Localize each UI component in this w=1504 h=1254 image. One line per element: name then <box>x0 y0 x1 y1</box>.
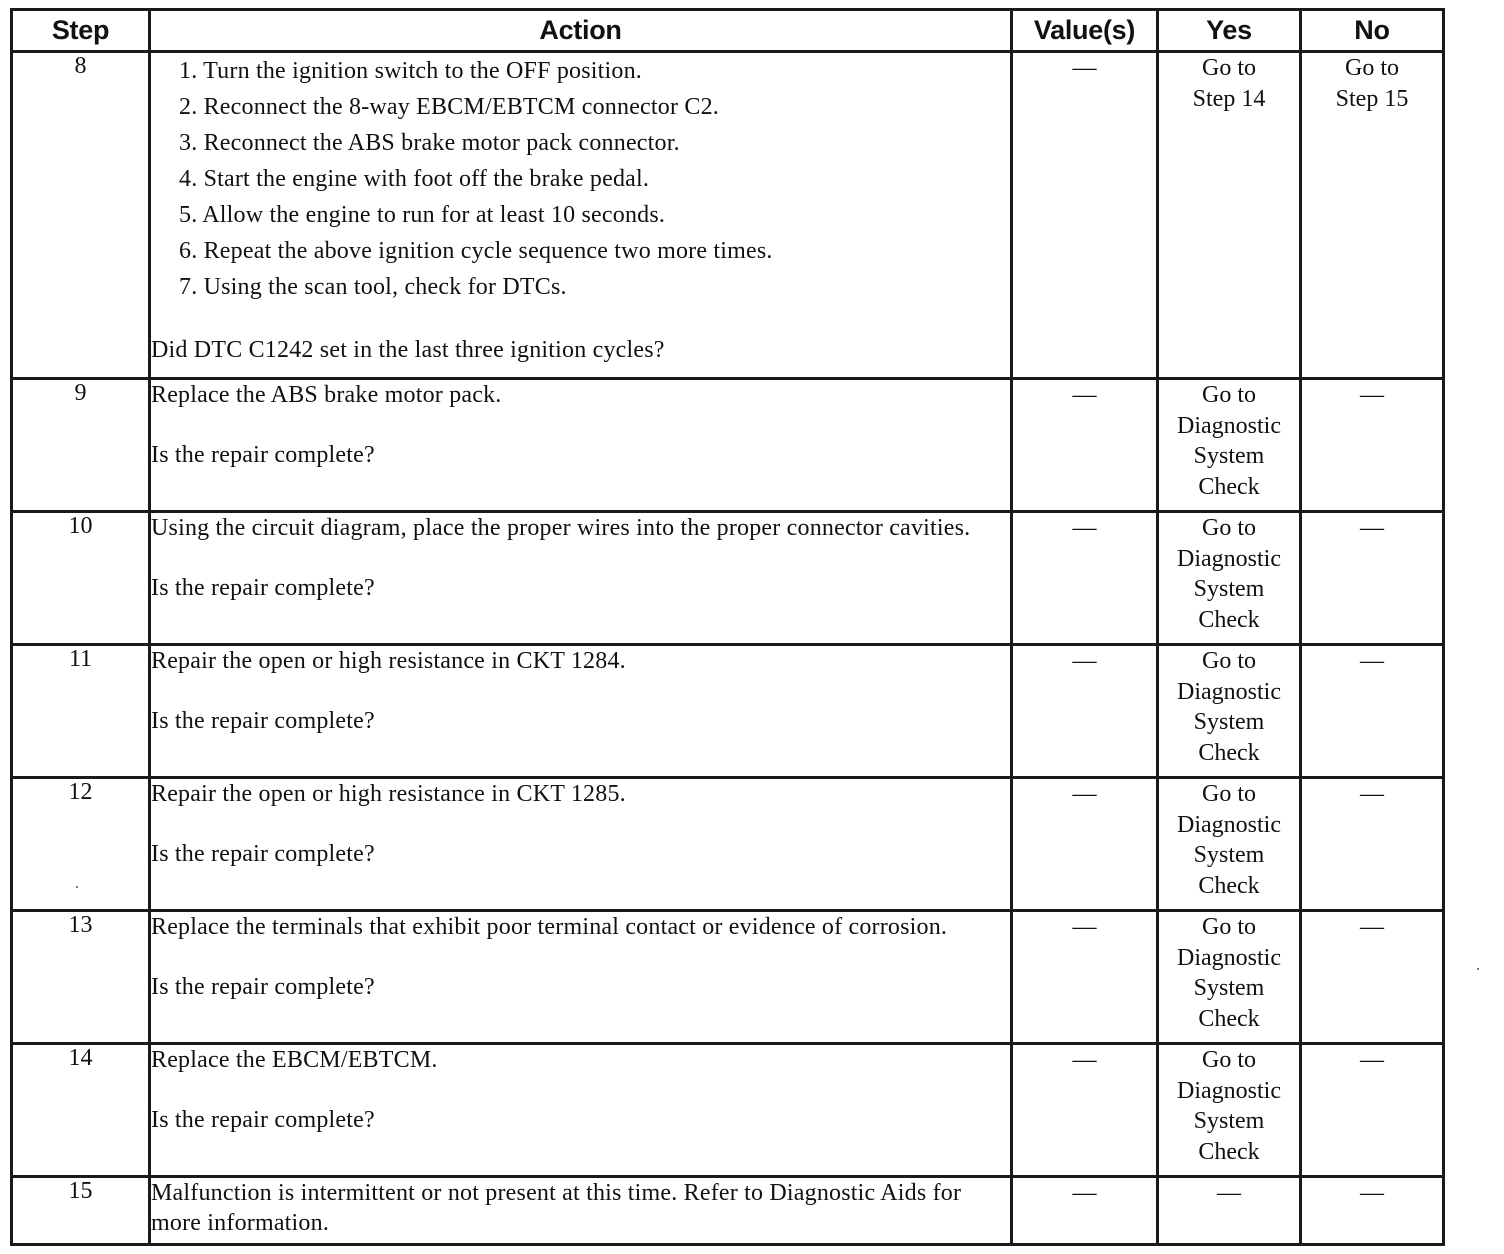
values-cell: — <box>1012 1177 1158 1245</box>
yes-line: Go to <box>1202 382 1256 408</box>
action-cell <box>150 911 1012 1044</box>
step-number: 10 <box>12 512 150 645</box>
instruction-item: 7. Using the scan tool, check for DTCs. <box>179 274 567 300</box>
yes-line: Diagnostic <box>1177 811 1281 838</box>
yes-line: Go to <box>1202 781 1256 807</box>
yes-line: Check <box>1198 1138 1260 1165</box>
yes-line: Go to <box>1202 914 1256 940</box>
no-cell: — <box>1301 1044 1444 1177</box>
instruction-list <box>151 53 1010 305</box>
values-cell: — <box>1012 911 1158 1044</box>
no-cell: — <box>1301 512 1444 645</box>
instruction-item: 1. Turn the ignition switch to the OFF position. <box>179 58 642 84</box>
values-cell: — <box>1012 512 1158 645</box>
table-row <box>12 512 1444 645</box>
yes-cell <box>1158 778 1301 911</box>
action-text: Replace the terminals that exhibit poor terminal contact or evidence of corrosion. <box>151 914 948 940</box>
yes-cell <box>1158 52 1301 379</box>
action-cell <box>150 778 1012 911</box>
instruction-item: 4. Start the engine with foot off the brake pedal. <box>179 166 650 192</box>
table-row <box>12 911 1444 1044</box>
yes-line: Check <box>1198 1005 1260 1032</box>
values-cell: — <box>1012 1044 1158 1177</box>
values-cell: — <box>1012 778 1158 911</box>
yes-line: Diagnostic <box>1177 1077 1281 1104</box>
scan-speck <box>76 886 78 888</box>
action-cell <box>150 512 1012 645</box>
yes-line: Step 14 <box>1192 85 1266 112</box>
table-row <box>12 52 1444 379</box>
table-row <box>12 778 1444 911</box>
no-line: Go to <box>1345 55 1399 81</box>
step-number: 13 <box>12 911 150 1044</box>
diagnostic-table <box>10 8 1445 1246</box>
step-number: 9 <box>12 379 150 512</box>
header-no: No <box>1301 10 1444 52</box>
action-question: Is the repair complete? <box>151 442 375 468</box>
step-number: 11 <box>12 645 150 778</box>
table-row <box>12 1044 1444 1177</box>
yes-line: System <box>1193 709 1265 735</box>
action-question: Did DTC C1242 set in the last three ignition cycles? <box>151 337 665 363</box>
table-row <box>12 645 1444 778</box>
no-cell: — <box>1301 911 1444 1044</box>
yes-line: Diagnostic <box>1177 412 1281 439</box>
table-row <box>12 1177 1444 1245</box>
yes-line: Go to <box>1202 648 1256 674</box>
step-number: 14 <box>12 1044 150 1177</box>
yes-line: Go to <box>1202 55 1256 81</box>
action-cell <box>150 1044 1012 1177</box>
no-line: Step 15 <box>1335 85 1409 112</box>
header-action: Action <box>150 10 1012 52</box>
action-text: Repair the open or high resistance in CKT 1284. <box>151 648 626 674</box>
yes-line: Check <box>1198 473 1260 500</box>
step-number: 12 <box>12 778 150 911</box>
action-text: Malfunction is intermittent or not present at this time. Refer to Diagnostic Aids for more information. <box>151 1180 962 1236</box>
action-cell <box>150 52 1012 379</box>
header-step: Step <box>12 10 150 52</box>
yes-cell <box>1158 379 1301 512</box>
yes-line: Diagnostic <box>1177 944 1281 971</box>
yes-cell: — <box>1158 1177 1301 1245</box>
action-question: Is the repair complete? <box>151 575 375 601</box>
header-values: Value(s) <box>1012 10 1158 52</box>
yes-line: Diagnostic <box>1177 545 1281 572</box>
yes-line: System <box>1193 443 1265 469</box>
yes-line: Diagnostic <box>1177 678 1281 705</box>
header-yes: Yes <box>1158 10 1301 52</box>
action-text: Replace the ABS brake motor pack. <box>151 382 502 408</box>
yes-line: Check <box>1198 739 1260 766</box>
step-number: 8 <box>12 52 150 379</box>
values-cell: — <box>1012 645 1158 778</box>
no-cell: — <box>1301 778 1444 911</box>
action-question: Is the repair complete? <box>151 708 375 734</box>
yes-cell <box>1158 645 1301 778</box>
yes-line: System <box>1193 1108 1265 1134</box>
yes-line: System <box>1193 975 1265 1001</box>
action-text: Replace the EBCM/EBTCM. <box>151 1047 438 1073</box>
values-cell: — <box>1012 52 1158 379</box>
action-cell <box>150 379 1012 512</box>
action-text: Repair the open or high resistance in CKT 1285. <box>151 781 626 807</box>
instruction-item: 5. Allow the engine to run for at least 10 seconds. <box>179 202 666 228</box>
values-cell: — <box>1012 379 1158 512</box>
table-row <box>12 379 1444 512</box>
yes-line: System <box>1193 576 1265 602</box>
yes-cell <box>1158 1044 1301 1177</box>
yes-line: Check <box>1198 872 1260 899</box>
action-question: Is the repair complete? <box>151 974 375 1000</box>
yes-line: Go to <box>1202 1047 1256 1073</box>
instruction-item: 3. Reconnect the ABS brake motor pack connector. <box>179 130 680 156</box>
header-row <box>12 10 1444 52</box>
no-cell: — <box>1301 645 1444 778</box>
instruction-item: 2. Reconnect the 8-way EBCM/EBTCM connector C2. <box>179 94 719 120</box>
action-text: Using the circuit diagram, place the proper wires into the proper connector cavities. <box>151 515 971 541</box>
action-question: Is the repair complete? <box>151 841 375 867</box>
no-cell: — <box>1301 1177 1444 1245</box>
scan-speck <box>1477 968 1479 970</box>
action-cell <box>150 645 1012 778</box>
yes-line: Check <box>1198 606 1260 633</box>
instruction-item: 6. Repeat the above ignition cycle sequence two more times. <box>179 238 773 264</box>
yes-line: System <box>1193 842 1265 868</box>
yes-cell <box>1158 911 1301 1044</box>
no-cell: — <box>1301 379 1444 512</box>
step-number: 15 <box>12 1177 150 1245</box>
action-cell <box>150 1177 1012 1245</box>
action-question: Is the repair complete? <box>151 1107 375 1133</box>
yes-line: Go to <box>1202 515 1256 541</box>
no-cell <box>1301 52 1444 379</box>
yes-cell <box>1158 512 1301 645</box>
